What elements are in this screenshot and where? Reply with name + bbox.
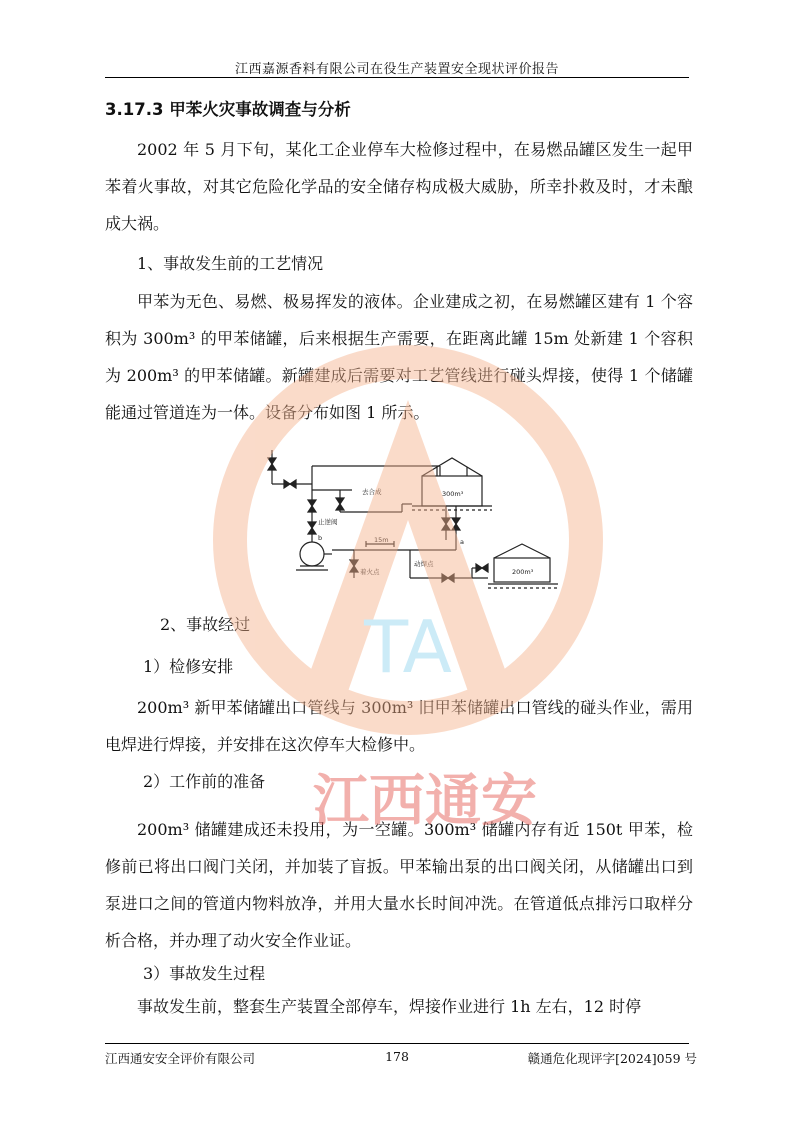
small-tank-label: 200m³ (512, 568, 534, 576)
preparation-paragraph: 200m³ 储罐建成还未投用，为一空罐。300m³ 储罐内存有近 150t 甲苯，检修前已将出口阀门关闭，并加装了盲扳。甲苯输出泵的出口阀关闭，从储罐出口到泵进口之间的管道内物料放净，并用大量水长时间冲洗。在管道低点排污口取样分析合格，并办理了动火安全作业证。 (105, 820, 693, 950)
maintenance-paragraph: 200m³ 新甲苯储罐出口管线与 300m³ 旧甲苯储罐出口管线的碰头作业，需用电焊进行焊接，并安排在这次停车大检修中。 (105, 698, 693, 754)
header-rule (105, 77, 689, 78)
weld-point-label: 动焊点 (414, 560, 434, 568)
point-a-label: a (460, 538, 464, 546)
heading-preparation: 2）工作前的准备 (143, 772, 266, 791)
page-number: 178 (385, 1049, 409, 1064)
watermark-logo-text: TA (364, 605, 452, 689)
fire-point-label: 着火点 (360, 568, 380, 576)
intro-paragraph: 2002 年 5 月下旬，某化工企业停车大检修过程中，在易燃品罐区发生一起甲苯着火事故，对其它危险化学品的安全储存构成极大威胁，所幸扑救及时，才未酿成大祸。 (105, 140, 693, 233)
heading-maintenance-arrangement: 1）检修安排 (143, 657, 234, 676)
heading-process-before-accident: 1、事故发生前的工艺情况 (137, 254, 324, 273)
running-header: 江西嘉源香料有限公司在役生产装置安全现状评价报告 (234, 62, 559, 77)
distance-label: 15m (374, 536, 389, 544)
heading-accident-occurrence: 3）事故发生过程 (143, 964, 266, 983)
report-number: 赣通危化现评字[2024]059 号 (527, 1051, 697, 1066)
footer-company: 江西通安安全评价有限公司 (105, 1051, 256, 1066)
process-paragraph: 甲苯为无色、易燃、极易挥发的液体。企业建成之初，在易燃罐区建有 1 个容积为 300m³ 的甲苯储罐，后来根据生产需要，在距离此罐 15m 处新建 1 个容积为 200m³ 的甲苯储罐。新罐建成后需要对工艺管线进行碰头焊接，使得 1 个储罐能通过管道连为一体。设备分布如图 1 所示。 (105, 292, 693, 422)
point-b-label: b (318, 534, 323, 542)
occurrence-paragraph: 事故发生前，整套生产装置全部停车，焊接作业进行 1h 左右，12 时停 (137, 997, 642, 1016)
footer-rule (105, 1043, 689, 1044)
equipment-layout-diagram (262, 440, 562, 596)
large-tank-label: 300m³ (442, 490, 464, 498)
check-valve-label: 止逆阀 (318, 518, 338, 526)
heading-accident-process: 2、事故经过 (160, 615, 251, 634)
watermark-company-text: 江西通安 (313, 769, 537, 834)
to-synthesis-label: 去合成 (362, 488, 382, 496)
section-title: 3.17.3 甲苯火灾事故调查与分析 (105, 100, 351, 119)
